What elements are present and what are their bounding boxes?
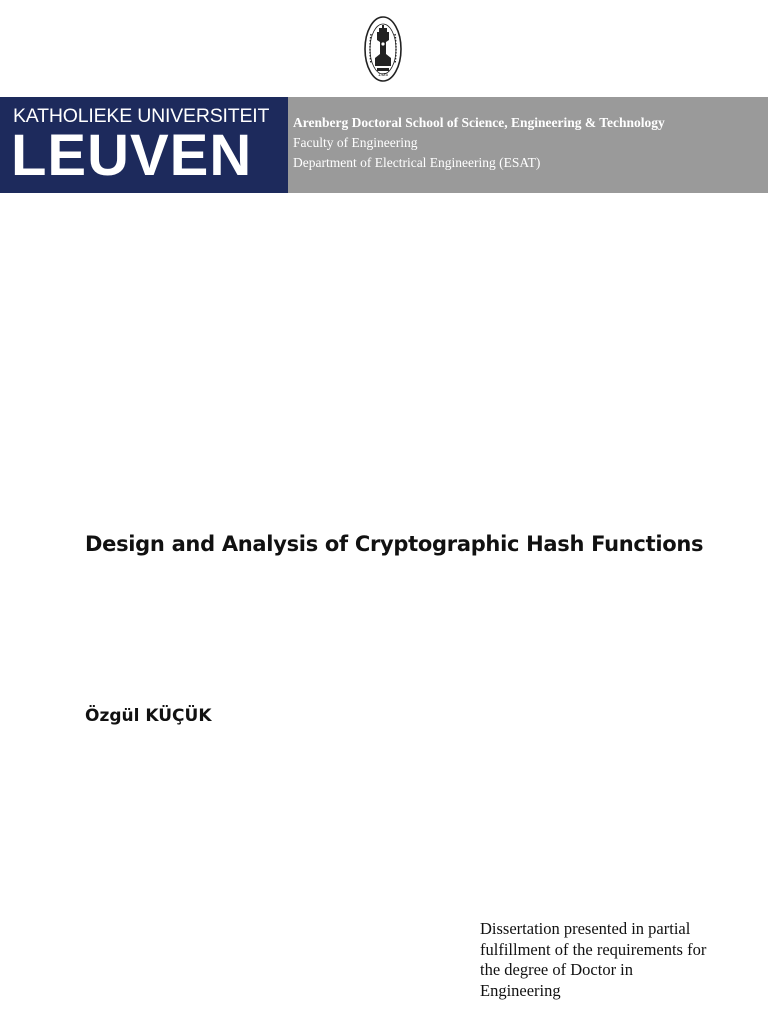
affiliation-block xyxy=(288,97,768,193)
dissertation-title: Design and Analysis of Cryptographic Hash Functions xyxy=(85,532,704,556)
university-logo xyxy=(0,97,288,193)
doctoral-school: Arenberg Doctoral School of Science, Engineering & Technology xyxy=(293,115,665,130)
logo-line-2: LEUVEN xyxy=(11,123,253,188)
statement-line: the degree of Doctor in xyxy=(480,960,634,979)
statement-line: Engineering xyxy=(480,980,561,1000)
seal-year: 1425 xyxy=(377,72,389,77)
author-name: Özgül KÜÇÜK xyxy=(85,706,212,726)
university-seal-icon xyxy=(362,14,404,84)
logo-line-1: KATHOLIEKE UNIVERSITEIT xyxy=(13,105,270,127)
department: Department of Electrical Engineering (ESAT) xyxy=(293,155,541,170)
dissertation-statement xyxy=(480,919,750,1001)
statement-line: fulfillment of the requirements for xyxy=(480,939,707,959)
faculty: Faculty of Engineering xyxy=(293,135,418,150)
statement-line: Dissertation presented in partial xyxy=(480,919,691,938)
university-banner xyxy=(0,97,768,193)
